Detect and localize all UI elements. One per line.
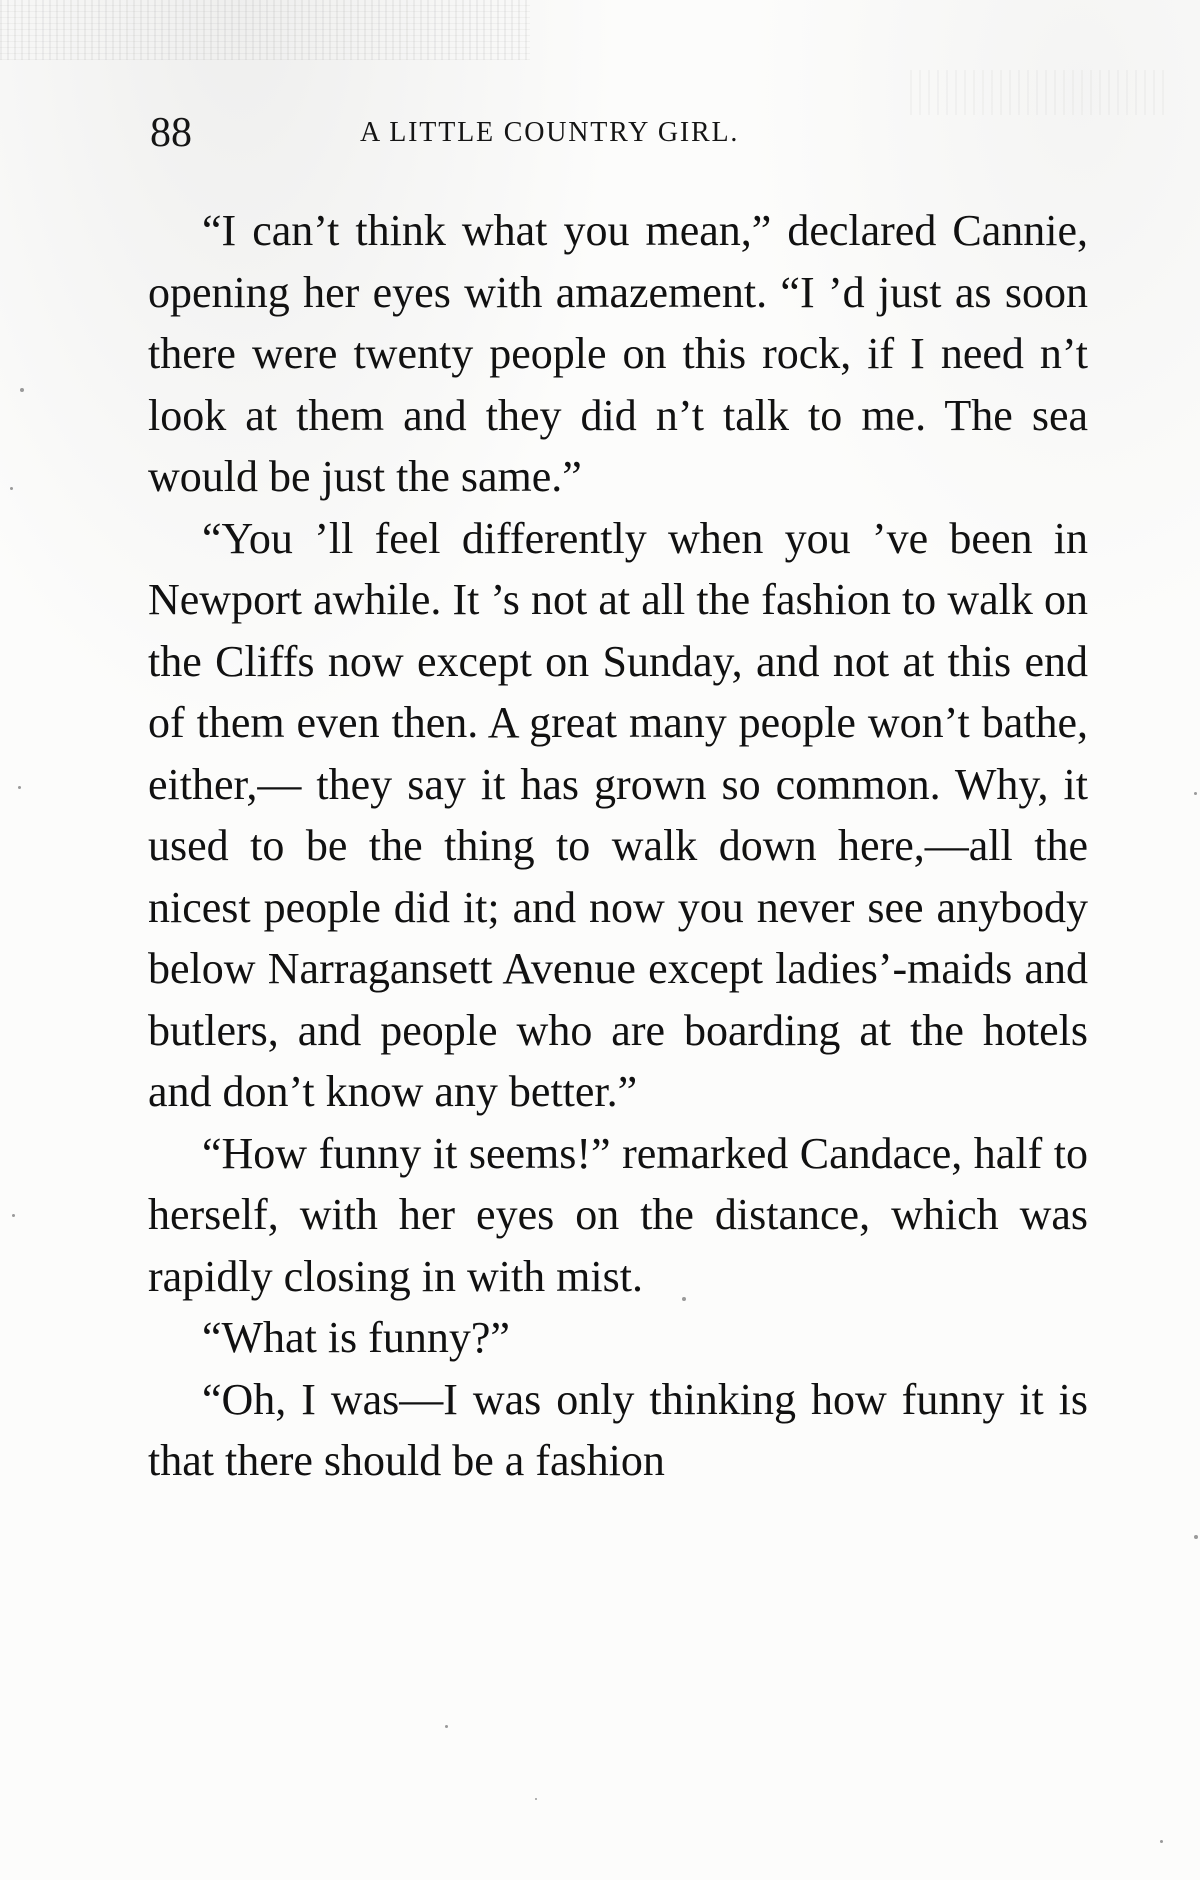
scan-dot (12, 1214, 15, 1217)
paragraph-4: “What is funny?” (202, 1313, 510, 1362)
paragraph-5: “Oh, I was—I was only thinking how funny it is that there should be a fashion (148, 1374, 1088, 1485)
running-title: A LITTLE COUNTRY GIRL. (360, 117, 740, 148)
scan-dot (535, 1798, 537, 1800)
page-body (148, 200, 1088, 1492)
scan-dot (18, 786, 21, 789)
scan-dot (1194, 1535, 1198, 1539)
scan-dot (1194, 792, 1197, 795)
top-left-scan-speckle (0, 0, 530, 60)
paragraph-2: “You ’ll feel differently when you ’ve been in Newport awhile. It ’s not at all the fashion to walk on the Cliffs now except on Sunday, and not at this end of them even then. A great many people won’t bathe, either,— they say it has grown so common. Why, it used to be the thing to walk down here,—all the nicest people did it; and now you never see anybody below Narragansett Avenue except ladies’-maids and butlers, and people who are boarding at the hotels and don’t know any better.” (148, 513, 1088, 1116)
scan-dot (682, 1297, 686, 1301)
scan-dot (1160, 1840, 1163, 1843)
paragraph-3: “How funny it seems!” remarked Candace, half to herself, with her eyes on the distance, which was rapidly closing in with mist. (148, 1128, 1088, 1301)
page-header (150, 108, 1090, 158)
paragraph-1: “I can’t think what you mean,” declared Cannie, opening her eyes with amazement. “I ’d just as soon there were twenty people on this rock, if I need n’t look at them and they did n’t talk to me. The sea would be just the same.” (148, 206, 1088, 501)
scan-dot (10, 487, 13, 490)
page-number: 88 (150, 110, 192, 156)
scan-dot (20, 388, 24, 392)
scan-dot (445, 1725, 448, 1728)
